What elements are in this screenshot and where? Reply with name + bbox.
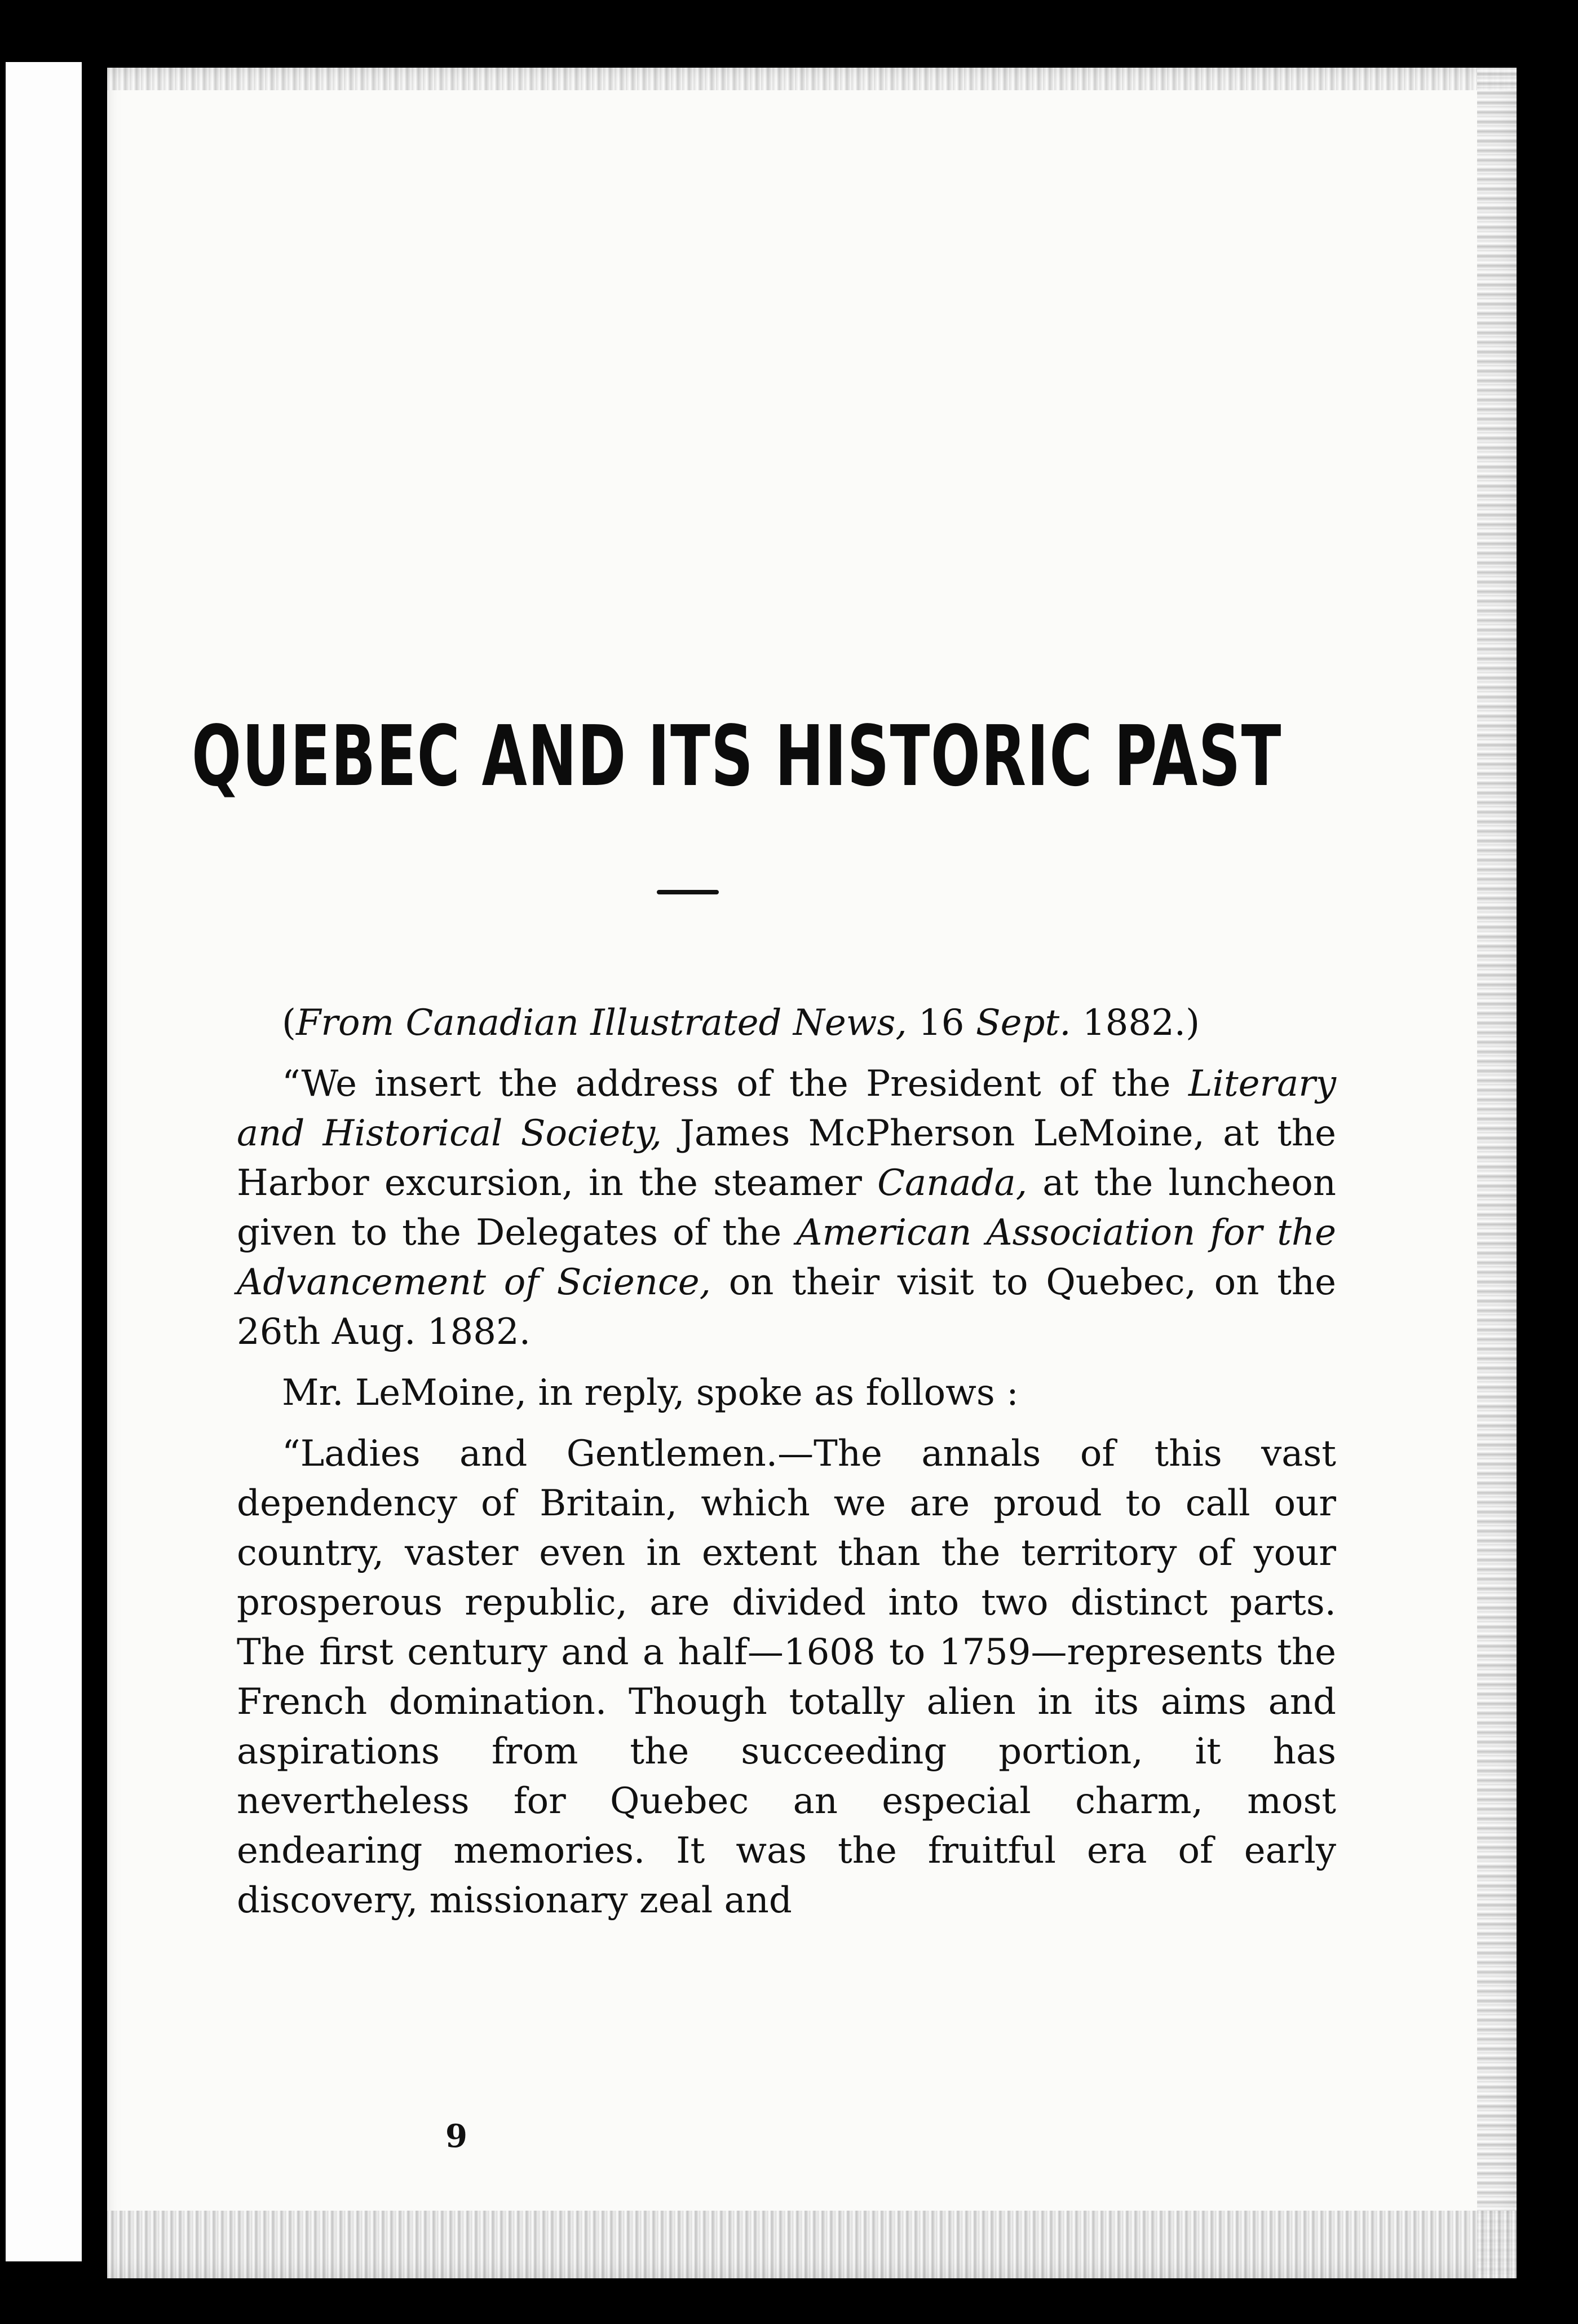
intro-text-c: at the luncheon given to the Delegates of the <box>237 1162 1337 1254</box>
intro-text-b: James McPherson LeMoine, at the Harbor excursion, in the steamer <box>237 1113 1337 1204</box>
steamer-name: Canada, <box>877 1162 1028 1204</box>
paragraph-intro <box>237 1059 1336 1357</box>
title-divider <box>657 890 719 894</box>
intro-text-a: “We insert the address of the President of the <box>282 1063 1188 1105</box>
chapter-title: QUEBEC AND ITS HISTORIC PAST <box>192 708 1282 805</box>
page-number: 9 <box>445 2118 467 2155</box>
source-month: Sept. <box>975 1002 1071 1044</box>
source-year: 1882.) <box>1071 1002 1200 1044</box>
intro-text-d: on their visit to Quebec, on the 26th Aug. 1882. <box>237 1262 1337 1353</box>
previous-page-edge <box>0 0 87 2324</box>
source-citation <box>237 998 1336 1048</box>
page-bottom-edge <box>107 2211 1517 2278</box>
previous-page-paper <box>6 62 82 2261</box>
paragraph-reply: Mr. LeMoine, in reply, spoke as follows : <box>282 1372 1019 1414</box>
source-day: 16 <box>907 1002 976 1044</box>
paragraph-speech: “Ladies and Gentlemen.—The annals of this vast dependency of Britain, which we are proud to call our country, vaster even in extent than the territory of your prosperous republic, are divided into two distinct parts. The first century and a half—1608 to 1759—represents the French domination. Though totally alien in its aims and aspirations from the succeeding portion, it has nevertheless for Quebec an especial charm, most endearing memories. It was the fruitful era of early discovery, missionary zeal and <box>237 1433 1336 1921</box>
body-text <box>237 998 1336 1937</box>
association-name: American Association for the Advancement of Science, <box>237 1212 1337 1303</box>
society-name: Literary and Historical Society, <box>237 1063 1336 1154</box>
source-open-paren: ( <box>282 1002 296 1044</box>
page-top-edge <box>107 68 1517 90</box>
page-right-edge <box>1477 68 1517 2278</box>
source-publication: From Canadian Illustrated News, <box>295 1002 907 1044</box>
